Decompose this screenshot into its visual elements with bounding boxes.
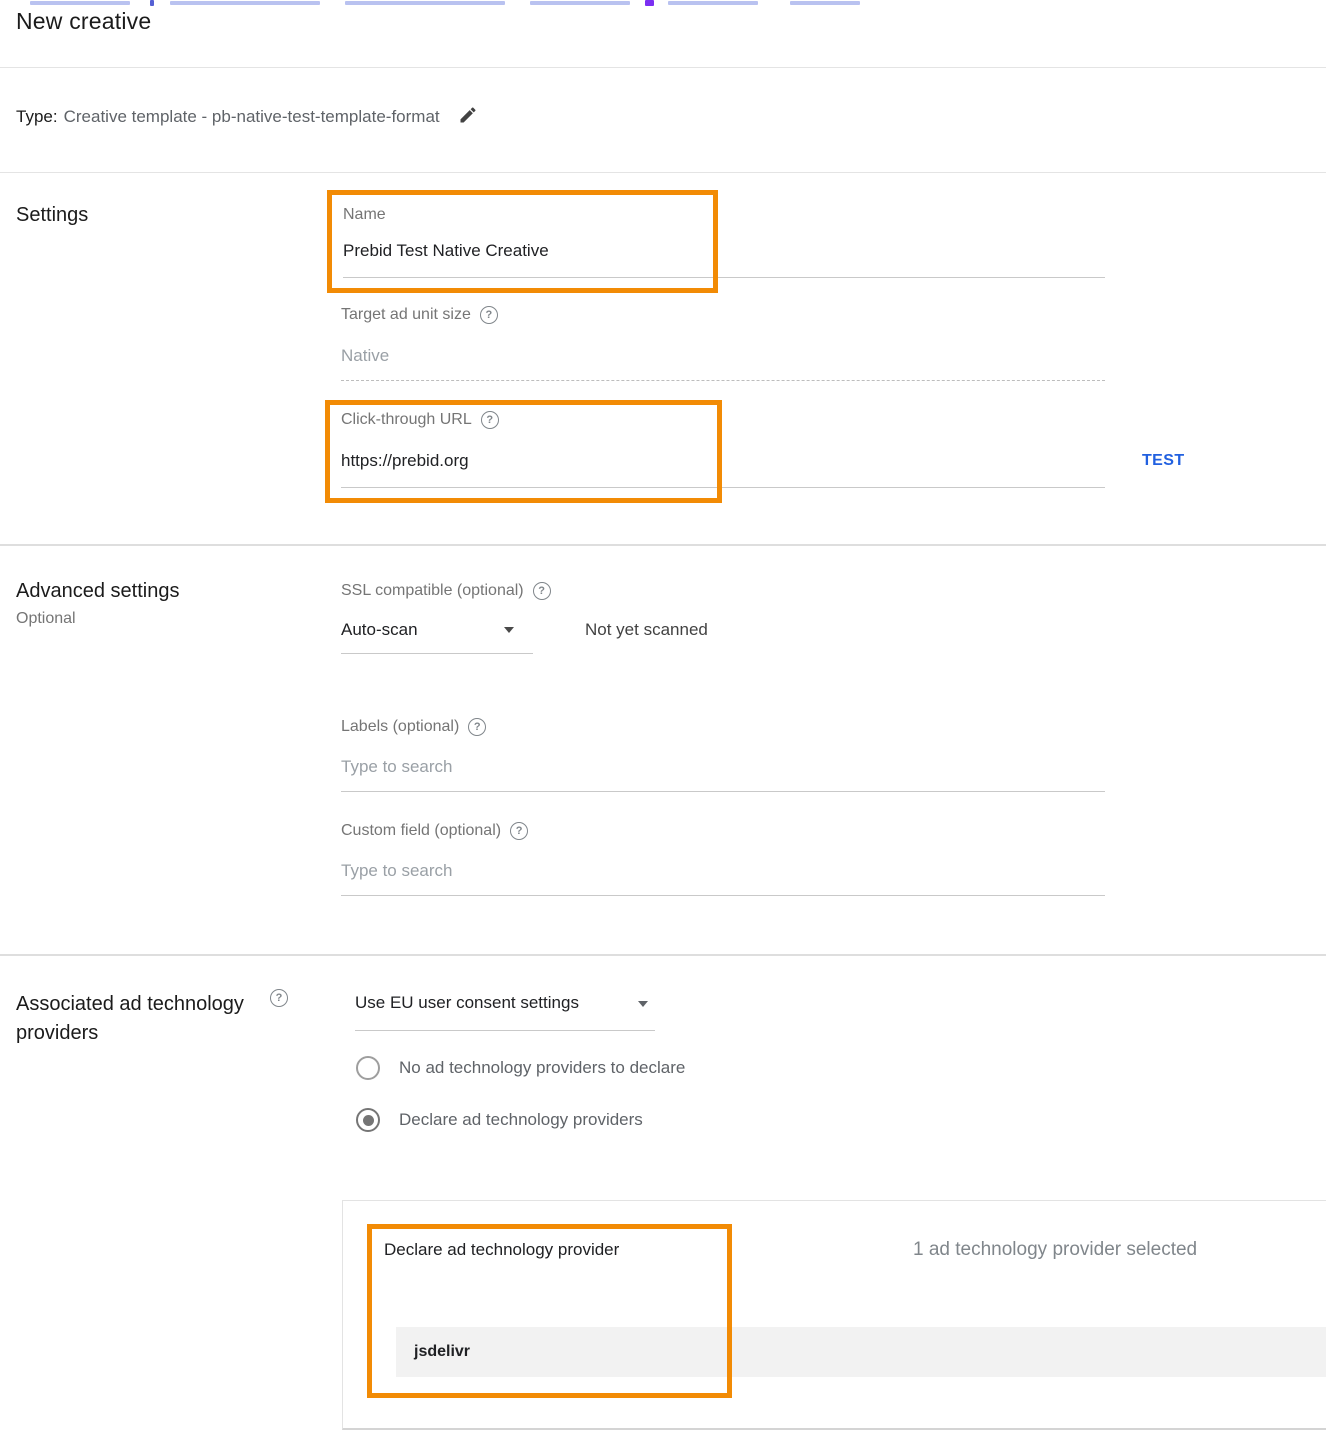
radio-option-declare[interactable] xyxy=(356,1108,643,1132)
labels-help-icon[interactable] xyxy=(468,718,486,736)
chevron-down-icon[interactable] xyxy=(504,627,514,633)
target-size-help-icon[interactable] xyxy=(480,306,498,324)
radio-declare-label: Declare ad technology providers xyxy=(399,1110,643,1129)
providers-help-icon[interactable] xyxy=(270,989,288,1007)
target-size-underline xyxy=(341,380,1105,381)
custom-field xyxy=(341,822,528,840)
pencil-icon xyxy=(458,105,478,125)
ssl-field xyxy=(341,582,551,600)
target-size-value: Native xyxy=(341,346,390,365)
type-label: Type: xyxy=(16,107,58,126)
test-button[interactable]: TEST xyxy=(1142,452,1185,469)
name-input-underline xyxy=(343,277,1105,278)
name-field-label: Name xyxy=(343,206,386,223)
provider-card-title: Declare ad technology provider xyxy=(384,1240,620,1259)
labels-input[interactable]: Type to search xyxy=(341,757,453,776)
edit-type-button[interactable] xyxy=(458,105,478,125)
divider xyxy=(0,172,1326,173)
provider-card xyxy=(342,1200,1326,1430)
radio-option-none[interactable] xyxy=(356,1056,685,1080)
ssl-dropdown-value: Auto-scan xyxy=(341,620,418,639)
creative-type-row xyxy=(16,105,478,127)
ssl-dropdown-underline xyxy=(341,653,533,654)
provider-name: jsdelivr xyxy=(414,1343,471,1360)
radio-unselected-icon[interactable] xyxy=(356,1056,380,1080)
consent-dropdown[interactable] xyxy=(355,993,579,1013)
ssl-scan-status: Not yet scanned xyxy=(585,620,708,639)
providers-heading: Associated ad technology providers xyxy=(16,993,244,1044)
click-url-label: Click-through URL xyxy=(341,411,472,428)
provider-list-item[interactable] xyxy=(396,1327,1326,1377)
settings-heading: Settings xyxy=(16,204,89,226)
custom-field-underline xyxy=(341,895,1105,896)
labels-underline xyxy=(341,791,1105,792)
name-input[interactable]: Prebid Test Native Creative xyxy=(343,241,549,260)
chevron-down-icon[interactable] xyxy=(638,1001,648,1007)
breadcrumb-clipped xyxy=(0,0,1326,7)
advanced-settings-subheading: Optional xyxy=(16,610,76,627)
click-url-input[interactable]: https://prebid.org xyxy=(341,451,469,470)
section-divider xyxy=(0,954,1326,956)
advanced-settings-heading: Advanced settings xyxy=(16,580,180,602)
consent-dropdown-value: Use EU user consent settings xyxy=(355,993,579,1012)
click-url-field xyxy=(341,411,499,429)
custom-field-label: Custom field (optional) xyxy=(341,822,502,839)
labels-label: Labels (optional) xyxy=(341,718,460,735)
ssl-help-icon[interactable] xyxy=(533,582,551,600)
radio-selected-icon[interactable] xyxy=(356,1108,380,1132)
labels-field xyxy=(341,718,486,736)
consent-dropdown-underline xyxy=(355,1030,655,1031)
divider xyxy=(0,67,1326,68)
radio-none-label: No ad technology providers to declare xyxy=(399,1058,686,1077)
provider-selected-summary: 1 ad technology provider selected xyxy=(913,1239,1198,1260)
section-divider xyxy=(0,544,1326,546)
ssl-label: SSL compatible (optional) xyxy=(341,582,524,599)
click-url-underline xyxy=(341,487,1105,488)
target-size-label: Target ad unit size xyxy=(341,306,471,323)
type-value: Creative template - pb-native-test-template-format xyxy=(63,107,440,126)
custom-field-help-icon[interactable] xyxy=(510,822,528,840)
page-title: New creative xyxy=(16,8,152,34)
target-size-field xyxy=(341,306,498,324)
click-url-help-icon[interactable] xyxy=(481,411,499,429)
ssl-dropdown[interactable] xyxy=(341,620,418,640)
custom-field-input[interactable]: Type to search xyxy=(341,861,453,880)
